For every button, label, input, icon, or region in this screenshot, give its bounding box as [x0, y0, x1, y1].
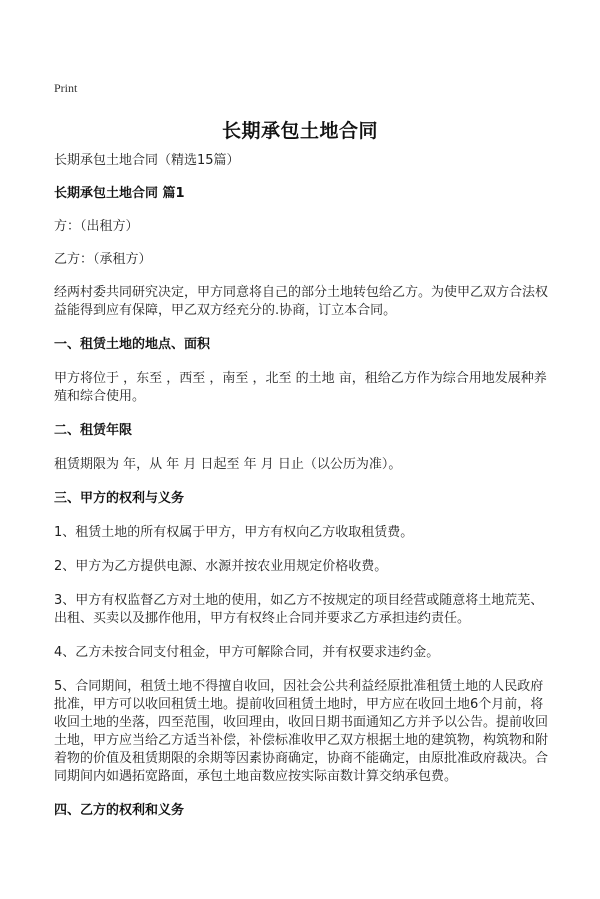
clause-3-5: 5、合同期间，租赁土地不得擅自收回，因社会公共利益经原批准租赁土地的人民政府批准，甲方可以收回租赁土地。提前收回租赁土地时，甲方应在收回土地6个月前，将收回土地的坐落，四至范围，收回理由，收回日期书面通知乙方并予以公告。提前收回土地，甲方应当给乙方适当补偿，补偿标准收甲乙双方根据土地的建筑物，构筑物和附着物的价值及租赁期限的余期等因素协商确定，协商不能确定，由原批准政府裁决。合同期间内如遇拓宽路面，承包土地亩数应按实际亩数计算交纳承包费。 [54, 679, 549, 784]
document-body [54, 152, 552, 836]
clause-3-1: 1、租赁土地的所有权属于甲方，甲方有权向乙方收取租赁费。 [54, 525, 414, 540]
heading-1: 一、租赁土地的地点、面积 [54, 337, 211, 352]
intro-paragraph: 经两村委共同研究决定，甲方同意将自己的部分土地转包给乙方。为使甲乙双方合法权益能得到应有保障，甲乙双方经充分的.协商，订立本合同。 [54, 285, 549, 318]
paragraph-1: 甲方将位于 ，东至 ，西至 ，南至 ，北至 的土地 亩，租给乙方作为综合用地发展种养殖和综合使用。 [54, 371, 547, 404]
heading-4: 四、乙方的权利和义务 [54, 803, 185, 818]
clause-3-2: 2、甲方为乙方提供电源、水源并按农业用规定价格收费。 [54, 559, 388, 574]
party-a: 方：（出租方） [54, 219, 139, 234]
document-title: 长期承包土地合同 [221, 120, 378, 142]
clause-3-4: 4、乙方未按合同支付租金，甲方可解除合同，并有权要求违约金。 [54, 645, 440, 660]
party-b: 乙方：（承租方） [54, 252, 152, 267]
heading-2: 二、租赁年限 [54, 423, 133, 438]
section-heading: 长期承包土地合同 篇1 [54, 186, 185, 201]
clause-3-3: 3、甲方有权监督乙方对土地的使用，如乙方不按规定的项目经营或随意将土地荒芜、出租、买卖以及挪作他用，甲方有权终止合同并要求乙方承担违约责任。 [54, 593, 544, 626]
heading-3: 三、甲方的权利与义务 [54, 491, 185, 506]
paragraph-2: 租赁期限为 年，从 年 月 日起至 年 月 日止（以公历为准）。 [54, 457, 402, 472]
print-label: Print [54, 81, 78, 95]
document-subtitle: 长期承包土地合同（精选15篇） [54, 153, 240, 168]
